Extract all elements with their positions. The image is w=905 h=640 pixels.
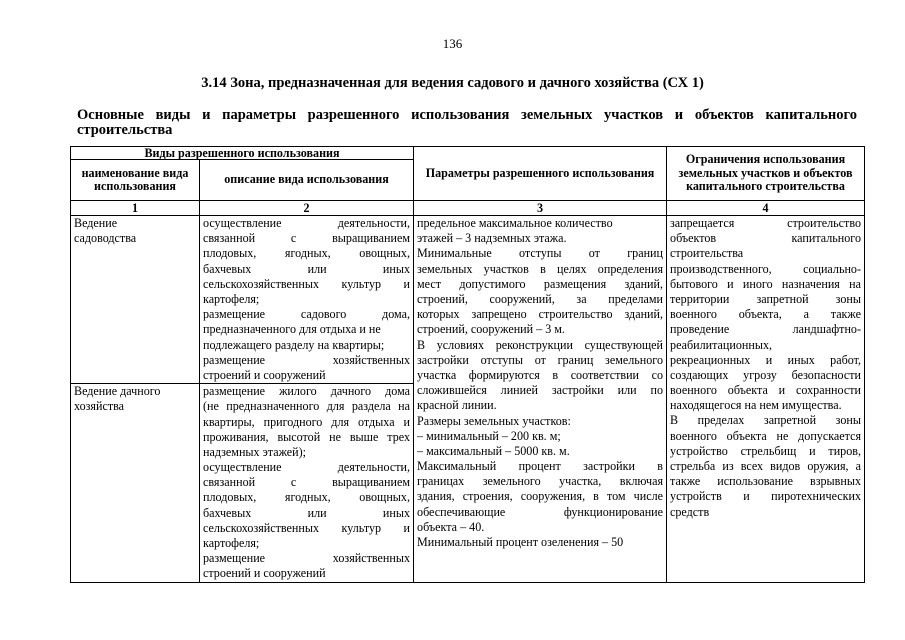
header-permitted-uses: Виды разрешенного использования	[71, 147, 414, 160]
column-number: 3	[414, 201, 667, 216]
restriction-line: создающих угрозу безопасности	[670, 367, 862, 382]
description-line: (не предназначенного для раздела на	[203, 399, 411, 414]
description-line: картофеля;	[203, 536, 260, 551]
column-number: 1	[71, 201, 200, 216]
description-line: бахчевых или иных	[203, 261, 411, 276]
restriction-line: находящегося на нем имущества.	[670, 398, 842, 413]
parameter-line: – минимальный – 200 кв. м;	[417, 428, 561, 443]
parameter-line: красной линии.	[417, 398, 497, 413]
restriction-line: В пределах запретной зоны	[670, 413, 862, 428]
parameter-line: участка формируются в соответствии со	[417, 367, 664, 382]
description-line: размещение садового дома,	[203, 307, 411, 322]
parameter-line: объекта – 40.	[417, 519, 485, 534]
restriction-line: территории запретной зоны	[670, 291, 862, 306]
use-description-cell	[200, 216, 414, 384]
restriction-line: объектов капитального	[670, 231, 862, 246]
parameter-line: которых запрещено строительство зданий,	[417, 307, 664, 322]
description-line: надземных этажей);	[203, 444, 307, 459]
column-number: 2	[200, 201, 414, 216]
restrictions-cell	[667, 216, 865, 583]
description-line: строений и сооружений	[203, 367, 326, 382]
description-line: подлежащего разделу на квартиры;	[203, 337, 385, 352]
description-line: предназначенного для отдыха и не	[203, 322, 381, 337]
description-line: проживания, высотой не выше трех	[203, 429, 411, 444]
header-use-description: описание вида использования	[200, 160, 414, 201]
description-line: осуществление деятельности,	[203, 216, 411, 230]
description-line: размещение хозяйственных	[203, 551, 411, 566]
parameter-line: – максимальный – 5000 кв. м.	[417, 443, 570, 458]
description-line: осуществление деятельности,	[203, 460, 411, 475]
header-use-name: наименование вида использования	[71, 160, 200, 201]
table-row	[71, 216, 865, 384]
parameter-line: этажей – 3 надземных этажа.	[417, 231, 567, 246]
parameter-line: Минимальный процент озеленения – 50	[417, 535, 624, 550]
description-line: сельскохозяйственных культур и	[203, 276, 411, 291]
description-line: плодовых, ягодных, овощных,	[203, 246, 411, 261]
parameter-line: Размеры земельных участков:	[417, 413, 571, 428]
restriction-line: бытового и иного назначения на	[670, 276, 862, 291]
header-parameters: Параметры разрешенного использования	[414, 147, 667, 201]
use-name-line: хозяйства	[74, 399, 125, 414]
section-title: 3.14 Зона, предназначенная для ведения садового и дачного хозяйства (СХ 1)	[201, 75, 704, 91]
use-name-line: Ведение дачного	[74, 384, 161, 399]
description-line: плодовых, ягодных, овощных,	[203, 490, 411, 505]
restriction-line: военного объекта и сохранности	[670, 383, 862, 398]
restriction-line: военного объекта не допускается	[670, 428, 862, 443]
parameter-line: обеспечивающие функционирование	[417, 504, 664, 519]
restriction-line: производственного, социально-	[670, 261, 862, 276]
parameter-line: Минимальные отступы от границ	[417, 246, 664, 261]
use-name-line: Ведение	[74, 216, 118, 230]
header-restrictions: Ограничения использования земельных участков и объектов капитального строительства	[667, 147, 865, 201]
use-description-cell	[200, 384, 414, 582]
restriction-line: проведение ландшафтно-	[670, 322, 862, 337]
parameter-line: застройки отступы от границ земельного	[417, 352, 664, 367]
parameter-line: строений, сооружений – 3 м.	[417, 322, 565, 337]
use-name-cell	[71, 216, 200, 384]
description-line: квартиры, пригодного для отдыха и	[203, 414, 411, 429]
parameter-line: В условиях реконструкции существующей	[417, 337, 664, 352]
restriction-line: устройств и пиротехнических	[670, 489, 862, 504]
parameter-line: сложившейся линией застройки или по	[417, 383, 664, 398]
restriction-line: устройство стрельбищ и тиров,	[670, 443, 862, 458]
table-caption: Основные виды и параметры разрешенного использования земельных участков и объектов капитального строительства	[77, 107, 857, 138]
parameter-line: земельных участков в целях определения	[417, 261, 664, 276]
column-number: 4	[667, 201, 865, 216]
description-line: связанной с выращиванием	[203, 475, 411, 490]
parameter-line: предельное максимальное количество	[417, 216, 613, 230]
parameters-cell	[414, 216, 667, 583]
description-line: картофеля;	[203, 291, 260, 306]
restriction-line: строительства	[670, 246, 744, 261]
description-line: бахчевых или иных	[203, 505, 411, 520]
parameter-line: Максимальный процент застройки в	[417, 459, 664, 474]
parameter-line: границах земельного участка, включая	[417, 474, 664, 489]
description-line: строений и сооружений	[203, 566, 326, 581]
description-line: сельскохозяйственных культур и	[203, 520, 411, 535]
description-line: связанной с выращиванием	[203, 231, 411, 246]
restriction-line: реабилитационных,	[670, 337, 773, 352]
restriction-line: запрещается строительство	[670, 216, 862, 230]
use-name-cell	[71, 384, 200, 582]
parameter-line: мест допустимого размещения зданий,	[417, 276, 664, 291]
restriction-line: рекреационных и иных работ,	[670, 352, 862, 367]
zoning-table	[70, 146, 865, 583]
page-number: 136	[442, 36, 463, 51]
description-line: размещение хозяйственных	[203, 352, 411, 367]
use-name-line: садоводства	[74, 231, 137, 246]
restriction-line: средств	[670, 504, 710, 519]
parameter-line: здания, строения, сооружения, в том числе	[417, 489, 664, 504]
restriction-line: также использование взрывных	[670, 474, 862, 489]
description-line: размещение жилого дачного дома	[203, 384, 411, 399]
parameter-line: строений, сооружений, за пределами	[417, 291, 664, 306]
restriction-line: стрельба из всех видов оружия, а	[670, 459, 862, 474]
restriction-line: военного объекта, а также	[670, 307, 862, 322]
